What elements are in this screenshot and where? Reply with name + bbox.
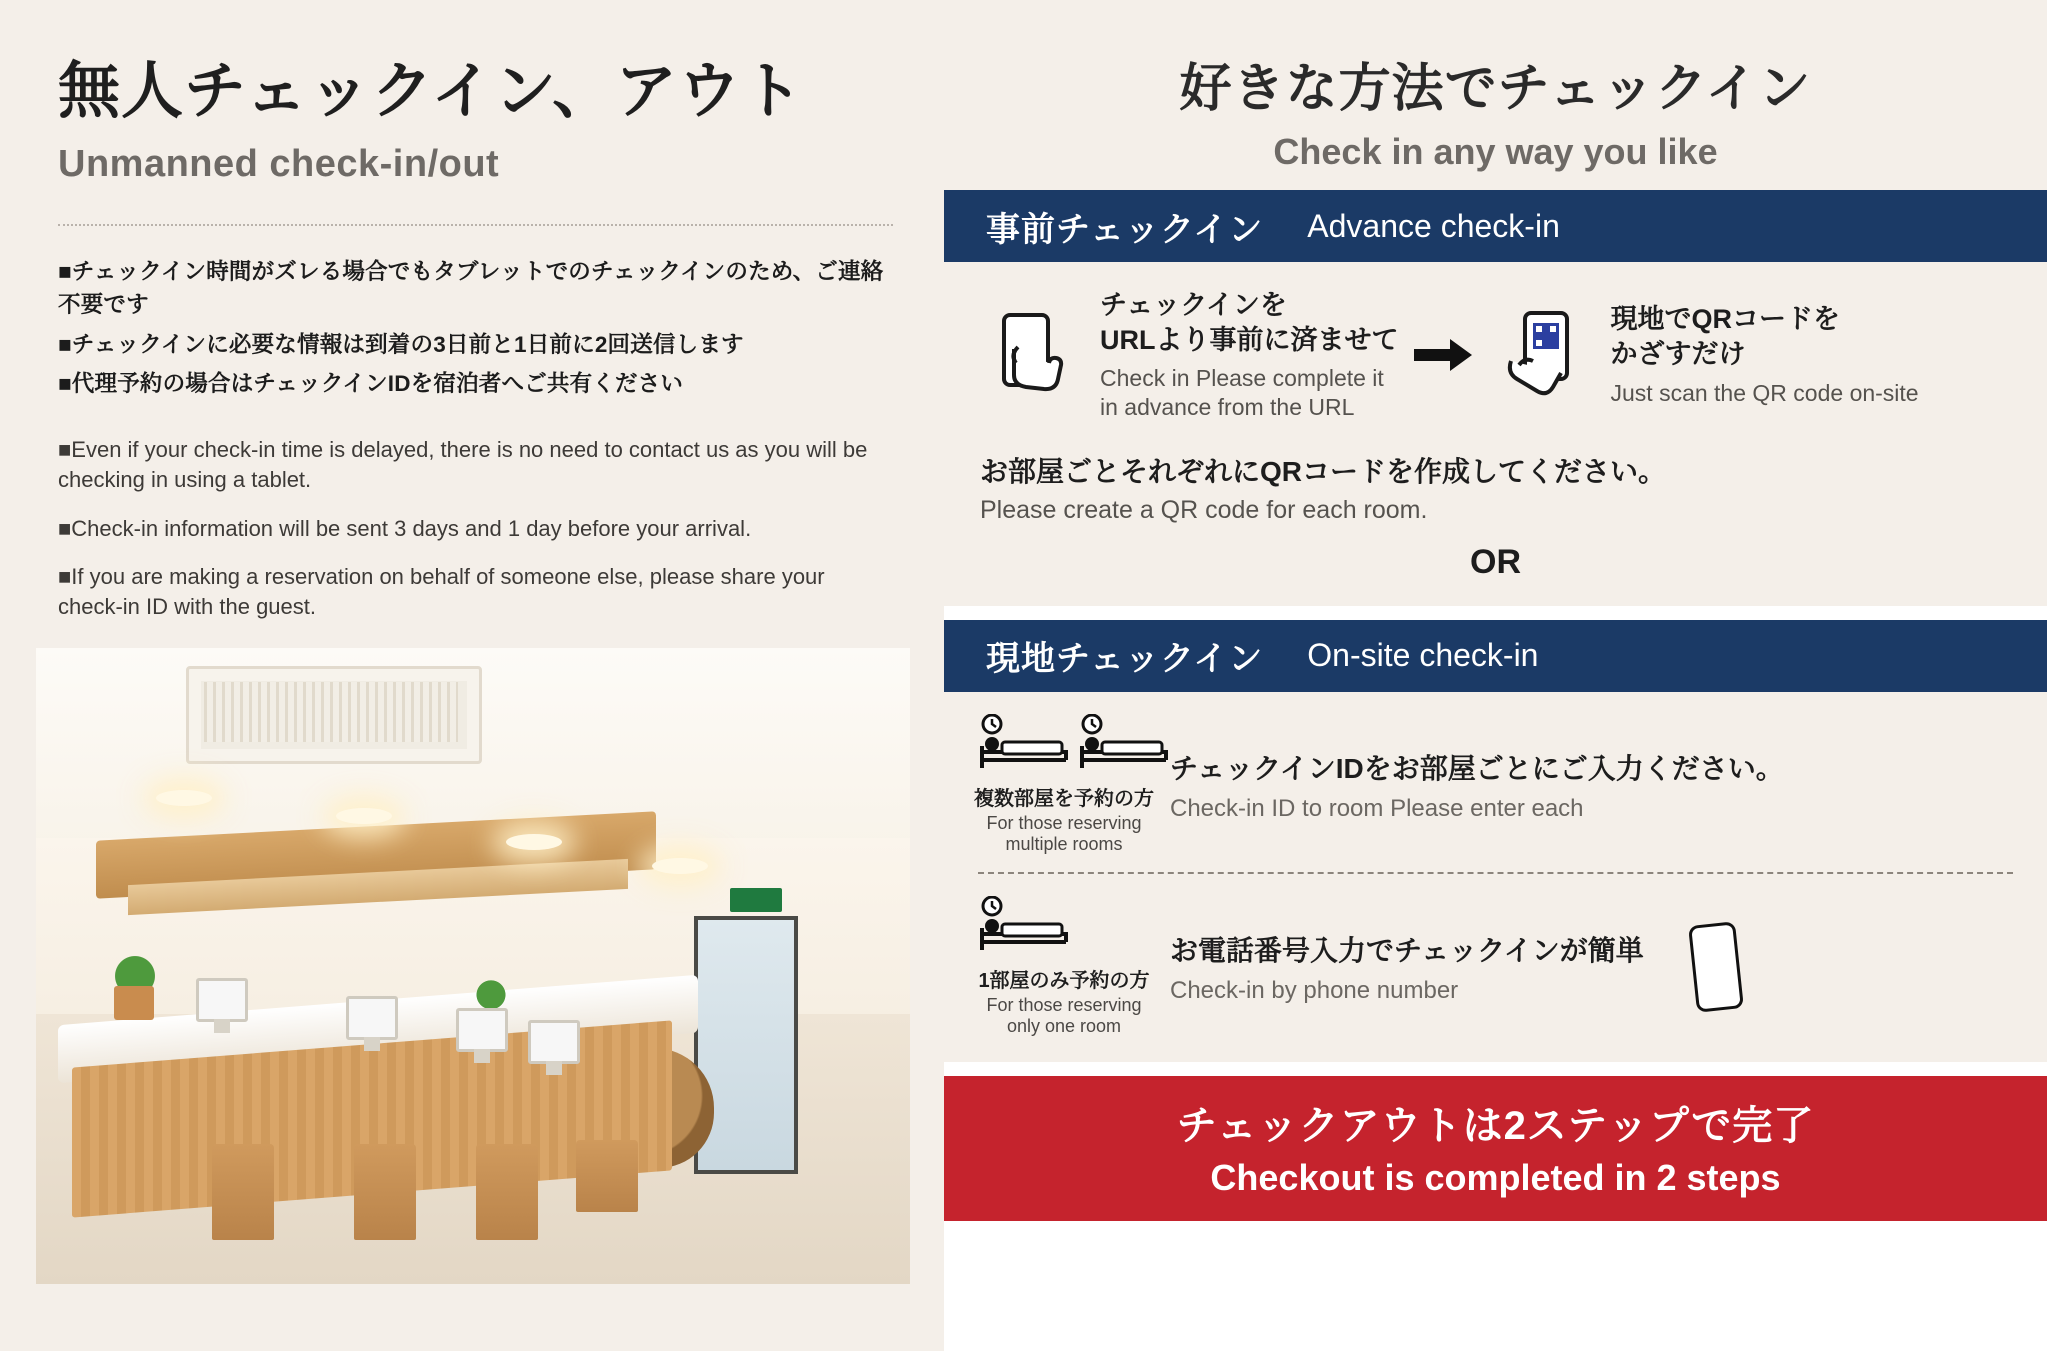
onsite-row1-cap-en-line1: For those reserving: [986, 812, 1142, 833]
ceiling-light: [156, 790, 212, 806]
onsite-row2-cap-jp: 1部屋のみ予約の方: [978, 969, 1150, 992]
onsite-row-single-room: [944, 874, 2047, 1044]
advance-bar-en: Advance check-in: [1307, 207, 1560, 244]
left-panel: [0, 0, 944, 1351]
checkout-footer-jp: チェックアウトは2ステップで完了: [1176, 1104, 1815, 1149]
advance-step2-text: [1611, 302, 1919, 407]
advance-step2-jp-line1: 現地でQRコードを: [1610, 304, 1840, 335]
or-label: OR: [1470, 542, 1521, 581]
counter-tablet: [528, 1020, 580, 1064]
right-panel: [944, 0, 2047, 1351]
hand-tapping-phone-icon: [978, 309, 1090, 401]
checkout-footer-en: Checkout is completed in 2 steps: [1210, 1157, 1781, 1199]
advance-step1-en-line2: in advance from the URL: [1100, 393, 1355, 420]
onsite-checkin-bar: [944, 620, 2047, 692]
counter-tablet: [456, 1008, 508, 1052]
onsite-checkin-section: [944, 620, 2047, 1062]
ceiling-light: [652, 858, 708, 874]
onsite-row-multiple-rooms: [944, 692, 2047, 862]
onsite-row2-cap-en-line1: For those reserving: [986, 994, 1142, 1015]
advance-step1-text: [1100, 288, 1399, 422]
onsite-row1-jp: チェックインIDをお部屋ごとにご入力ください。: [1170, 752, 1784, 784]
counter-tablet: [196, 978, 248, 1022]
checkout-footer-banner: [944, 1076, 2047, 1221]
advance-step2-en: Just scan the QR code on-site: [1610, 379, 1919, 406]
onsite-row1-en: Check-in ID to room Please enter each: [1170, 794, 1584, 822]
onsite-bar-en: On-site check-in: [1307, 637, 1539, 674]
counter-leg: [476, 1144, 538, 1240]
onsite-row1-cap-jp: 複数部屋を予約の方: [974, 787, 1154, 810]
counter-leg: [354, 1144, 416, 1240]
potted-plant: [466, 964, 516, 1008]
page-title-jp: 無人チェックイン、アウト: [58, 57, 805, 126]
ceiling-ac-vents: [204, 682, 458, 742]
two-beds-clock-icon: [974, 714, 1154, 856]
ceiling-light: [506, 834, 562, 850]
advance-note-jp: お部屋ごとそれぞれにQRコードを作成してください。: [980, 455, 1667, 487]
plant-pot: [114, 986, 154, 1020]
onsite-row2-cap-en-line2: only one room: [1006, 1016, 1122, 1037]
list-item: ■チェックインに必要な情報は到着の3日前と1日前に2回送信します: [58, 331, 744, 357]
japanese-bullet-list: [58, 256, 886, 401]
advance-checkin-bar: [944, 190, 2047, 262]
advance-step2-jp-line2: かざすだけ: [1610, 339, 1746, 370]
right-bottom-fill: [944, 1221, 2047, 1267]
onsite-row2-jp: お電話番号入力でチェックインが簡単: [1170, 934, 1644, 966]
advance-note-en: Please create a QR code for each room.: [980, 495, 1428, 524]
counter-tablet: [346, 996, 398, 1040]
lobby-photo: [36, 648, 910, 1284]
advance-steps-row: [944, 262, 2047, 426]
advance-bar-jp: 事前チェックイン: [986, 210, 1264, 249]
advance-checkin-section: [944, 190, 2047, 606]
list-item: ■チェックイン時間がズレる場合でもタブレットでのチェックインのため、ご連絡不要です: [58, 259, 884, 317]
one-bed-clock-icon: [974, 896, 1154, 1038]
right-header-en: Check in any way you like: [1273, 131, 1718, 172]
advance-step1-jp-line2: URLより事前に済ませて: [1100, 325, 1399, 356]
onsite-row2-text: [1170, 929, 1644, 1005]
arrow-right-icon: [1409, 335, 1479, 375]
list-item: ■Even if your check-in time is delayed, there is no need to contact us as you will be checking in using a tablet.: [58, 436, 868, 493]
list-item: ■If you are making a reservation on behalf of someone else, please share your check-in ID with the guest.: [58, 563, 825, 620]
onsite-row1-text: [1170, 747, 1784, 823]
smartphone-outline-icon: [1660, 921, 1772, 1013]
list-item: ■代理予約の場合はチェックインIDを宿泊者へご共有ください: [58, 371, 684, 397]
glass-door: [694, 916, 798, 1174]
page-title-en: Unmanned check-in/out: [58, 143, 500, 186]
advance-step1-jp-line1: チェックインを: [1100, 290, 1287, 320]
counter-leg: [576, 1140, 638, 1212]
right-header-jp: 好きな方法でチェックイン: [1179, 60, 1812, 118]
hand-holding-phone-qr-icon: [1489, 309, 1601, 401]
advance-step1-en-line1: Check in Please complete it: [1100, 365, 1384, 392]
english-bullet-list: [58, 435, 886, 623]
dotted-divider: [58, 224, 893, 226]
counter-leg: [212, 1144, 274, 1240]
list-item: ■Check-in information will be sent 3 days and 1 day before your arrival.: [58, 515, 752, 541]
potted-plant: [100, 934, 170, 994]
ceiling-light: [336, 808, 392, 824]
exit-sign-icon: [730, 888, 782, 912]
right-header: [944, 0, 2047, 190]
onsite-row2-en: Check-in by phone number: [1170, 976, 1459, 1004]
onsite-row1-cap-en-line2: multiple rooms: [1005, 834, 1123, 855]
onsite-bar-jp: 現地チェックイン: [986, 640, 1264, 679]
